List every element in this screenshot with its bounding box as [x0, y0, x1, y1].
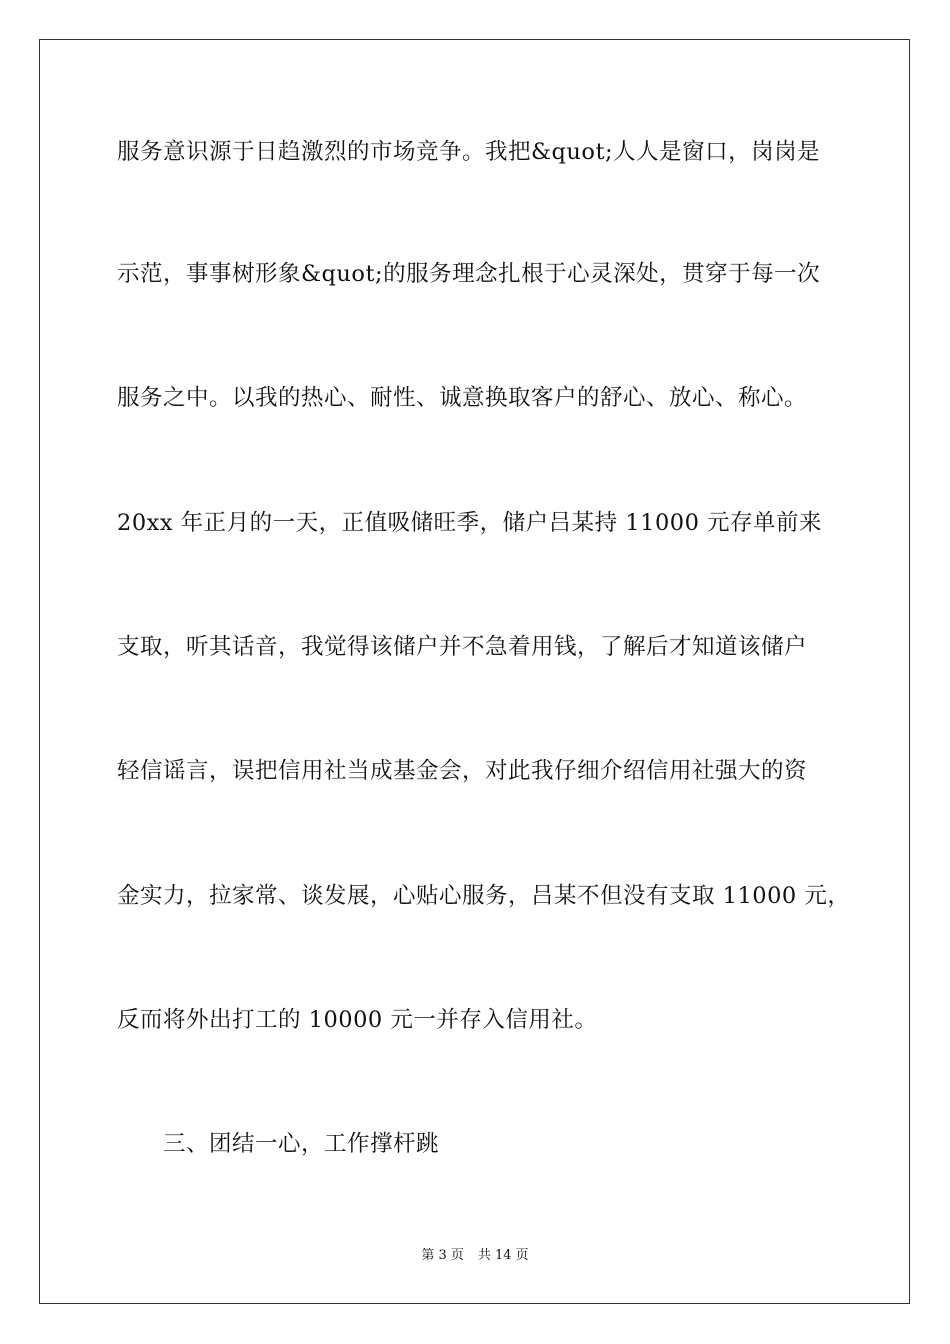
paragraph-line-8: 反而将外出打工的 10000 元一并存入信用社。: [117, 1007, 598, 1033]
page-border: [39, 39, 910, 1304]
paragraph-line-5: 支取，听其话音，我觉得该储户并不急着用钱，了解后才知道该储户: [117, 634, 808, 660]
paragraph-line-6: 轻信谣言，误把信用社当成基金会，对此我仔细介绍信用社强大的资: [117, 758, 808, 784]
paragraph-line-4: 20xx 年正月的一天，正值吸储旺季，储户吕某持 11000 元存单前来: [117, 510, 823, 536]
page-number: 第 3 页: [421, 1248, 464, 1263]
page-footer: [0, 1247, 950, 1265]
paragraph-line-7: 金实力，拉家常、谈发展，心贴心服务，吕某不但没有支取 11000 元，: [117, 883, 851, 909]
paragraph-line-1: 服务意识源于日趋激烈的市场竞争。我把&quot;人人是窗口，岗岗是: [117, 139, 821, 165]
page-total: 共 14 页: [477, 1248, 529, 1263]
section-heading: 三、团结一心，工作撑杆跳: [163, 1131, 440, 1157]
paragraph-line-2: 示范，事事树形象&quot;的服务理念扎根于心灵深处，贯穿于每一次: [117, 261, 821, 287]
paragraph-line-3: 服务之中。以我的热心、耐性、诚意换取客户的舒心、放心、称心。: [117, 385, 808, 411]
